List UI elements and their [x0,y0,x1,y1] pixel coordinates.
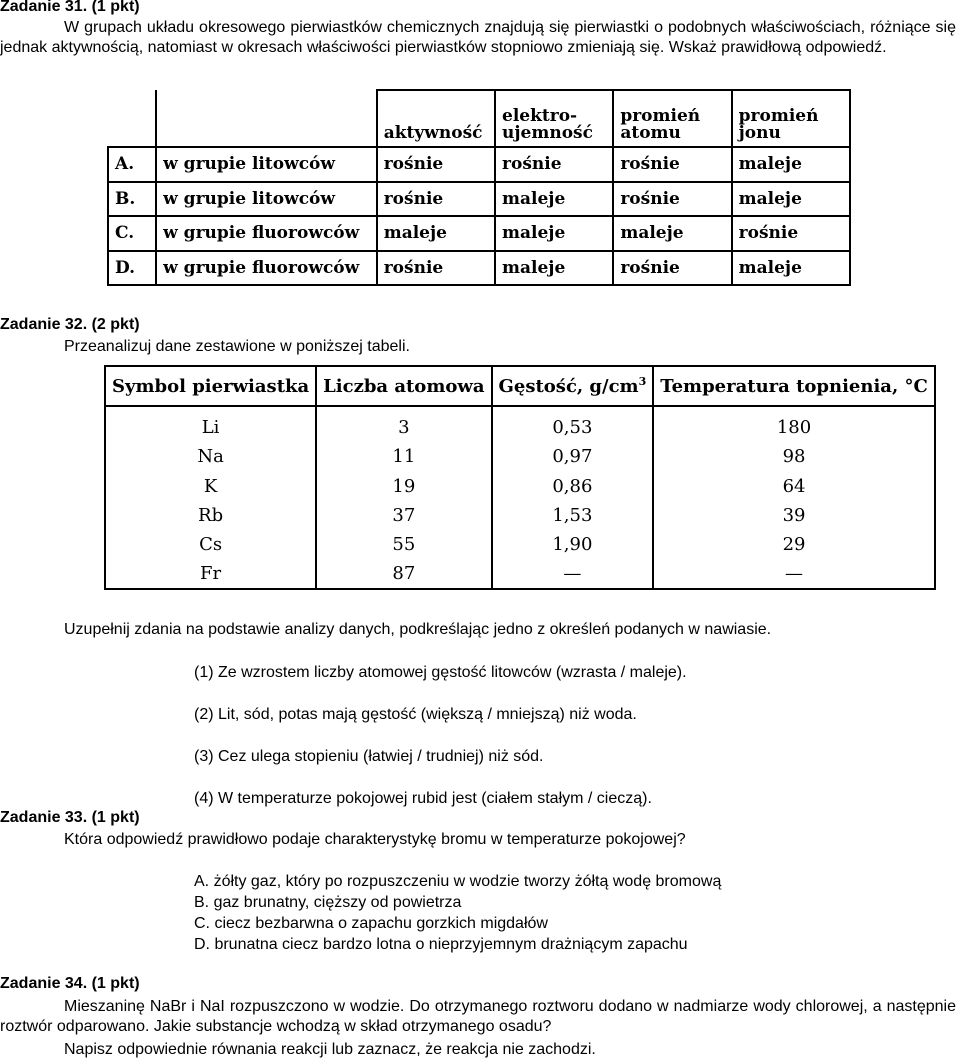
table-row [105,501,935,530]
task34-title: Zadanie 34. (1 pkt) [0,975,140,992]
task32-sentence-4: (4) W temperaturze pokojowej rubid jest (ciałem stałym / cieczą). [194,790,652,807]
table-cell: rośnie [495,147,613,182]
task31-table [107,89,851,286]
table-cell: — [653,559,935,589]
table-row [108,216,850,251]
table-cell: rośnie [732,216,850,251]
t1-header-aktywnosc: aktywność [377,90,495,147]
table-cell: rośnie [613,251,731,286]
task31-title: Zadanie 31. (1 pkt) [0,0,140,15]
row-group: w grupie litowców [156,182,377,217]
task33-option-a: A. żółty gaz, który po rozpuszczeniu w wodzie tworzy żółtą wodę bromową [194,873,722,890]
table-cell: maleje [377,216,495,251]
table-cell: 29 [653,530,935,559]
task34-text: Mieszaninę NaBr i NaI rozpuszczono w wodzie. Do otrzymanego roztworu dodano w nadmiarze wody chlorowej, a następnie roztwór odparowano. Jakie substancje wchodzą w skład otrzymanego osadu? [0,998,956,1035]
table-row [105,442,935,471]
task33-question: Która odpowiedź prawidłowo podaje charakterystykę bromu w temperaturze pokojowej? [64,831,686,848]
table-cell: maleje [495,182,613,217]
task32-sentence-3: (3) Cez ulega stopieniu (łatwiej / trudniej) niż sód. [194,748,544,765]
task32-instruction: Uzupełnij zdania na podstawie analizy danych, podkreślając jedno z określeń podanych w nawiasie. [64,621,772,638]
table-cell: Cs [105,530,316,559]
table-cell: maleje [495,251,613,286]
task32-sentence-2: (2) Lit, sód, potas mają gęstość (większą / mniejszą) niż woda. [194,706,637,723]
task32-title: Zadanie 32. (2 pkt) [0,316,140,333]
task33-title: Zadanie 33. (1 pkt) [0,809,140,826]
table-cell: 180 [653,406,935,442]
t1-header-promien-atomu: promień atomu [613,90,731,147]
table-cell: 87 [316,559,491,589]
task32-intro: Przeanalizuj dane zestawione w poniższej tabeli. [64,338,410,355]
table-cell: 11 [316,442,491,471]
task31-text: W grupach układu okresowego pierwiastków chemicznych znajdują się pierwiastki o podobnych właściwościach, różniące się jednak aktywnością, natomiast w okresach właściwości pierwiastków stopniowo zmieniają się. Wskaż prawidłową odpowiedź. [0,19,956,56]
task33-option-d: D. brunatna ciecz bardzo lotna o nieprzyjemnym drażniącym zapachu [194,936,688,953]
task32-sentence-1: (1) Ze wzrostem liczby atomowej gęstość litowców (wzrasta / maleje). [194,664,687,681]
table-cell: rośnie [613,182,731,217]
table-cell: Li [105,406,316,442]
table-row [108,182,850,217]
table-cell: Fr [105,559,316,589]
row-group: w grupie fluorowców [156,251,377,286]
row-group: w grupie fluorowców [156,216,377,251]
table-row [105,559,935,589]
table-cell: 39 [653,501,935,530]
table-cell: rośnie [377,147,495,182]
table-cell: rośnie [377,251,495,286]
table-cell: 0,86 [492,471,654,500]
table-row [105,471,935,500]
table-cell: K [105,471,316,500]
table-cell: maleje [732,182,850,217]
table-cell: maleje [495,216,613,251]
table-cell: maleje [732,251,850,286]
table-cell: 19 [316,471,491,500]
row-label: A. [108,147,156,182]
row-label: B. [108,182,156,217]
table-cell: — [492,559,654,589]
task34-note: Napisz odpowiednie równania reakcji lub zaznacz, że reakcja nie zachodzi. [64,1041,596,1058]
t2-header-density: Gęstość, $g/cm^3$ [492,366,654,406]
table-cell: 55 [316,530,491,559]
table-cell: maleje [613,216,731,251]
row-label: C. [108,216,156,251]
table-row [105,406,935,442]
table-cell: 1,53 [492,501,654,530]
table-cell: 64 [653,471,935,500]
table-row [105,530,935,559]
table-row [108,147,850,182]
table-cell: 3 [316,406,491,442]
table-row [108,251,850,286]
table-cell: 0,53 [492,406,654,442]
table-cell: Rb [105,501,316,530]
table-cell: rośnie [613,147,731,182]
table-cell: 37 [316,501,491,530]
task32-table [104,365,928,590]
t2-header-atomic-number: Liczba atomowa [316,366,491,406]
task33-option-b: B. gaz brunatny, cięższy od powietrza [194,894,462,911]
table-cell: Na [105,442,316,471]
table-cell: 0,97 [492,442,654,471]
t2-header-symbol: Symbol pierwiastka [105,366,316,406]
table-cell: 98 [653,442,935,471]
table-cell: 1,90 [492,530,654,559]
t1-header-promien-jonu: promień jonu [732,90,850,147]
table-cell: maleje [732,147,850,182]
row-group: w grupie litowców [156,147,377,182]
row-label: D. [108,251,156,286]
task33-option-c: C. ciecz bezbarwna o zapachu gorzkich migdałów [194,915,548,932]
t1-header-elektroujemnosc: elektro- ujemność [495,90,613,147]
table-cell: rośnie [377,182,495,217]
t2-header-melting-point: Temperatura topnienia, °C [653,366,935,406]
